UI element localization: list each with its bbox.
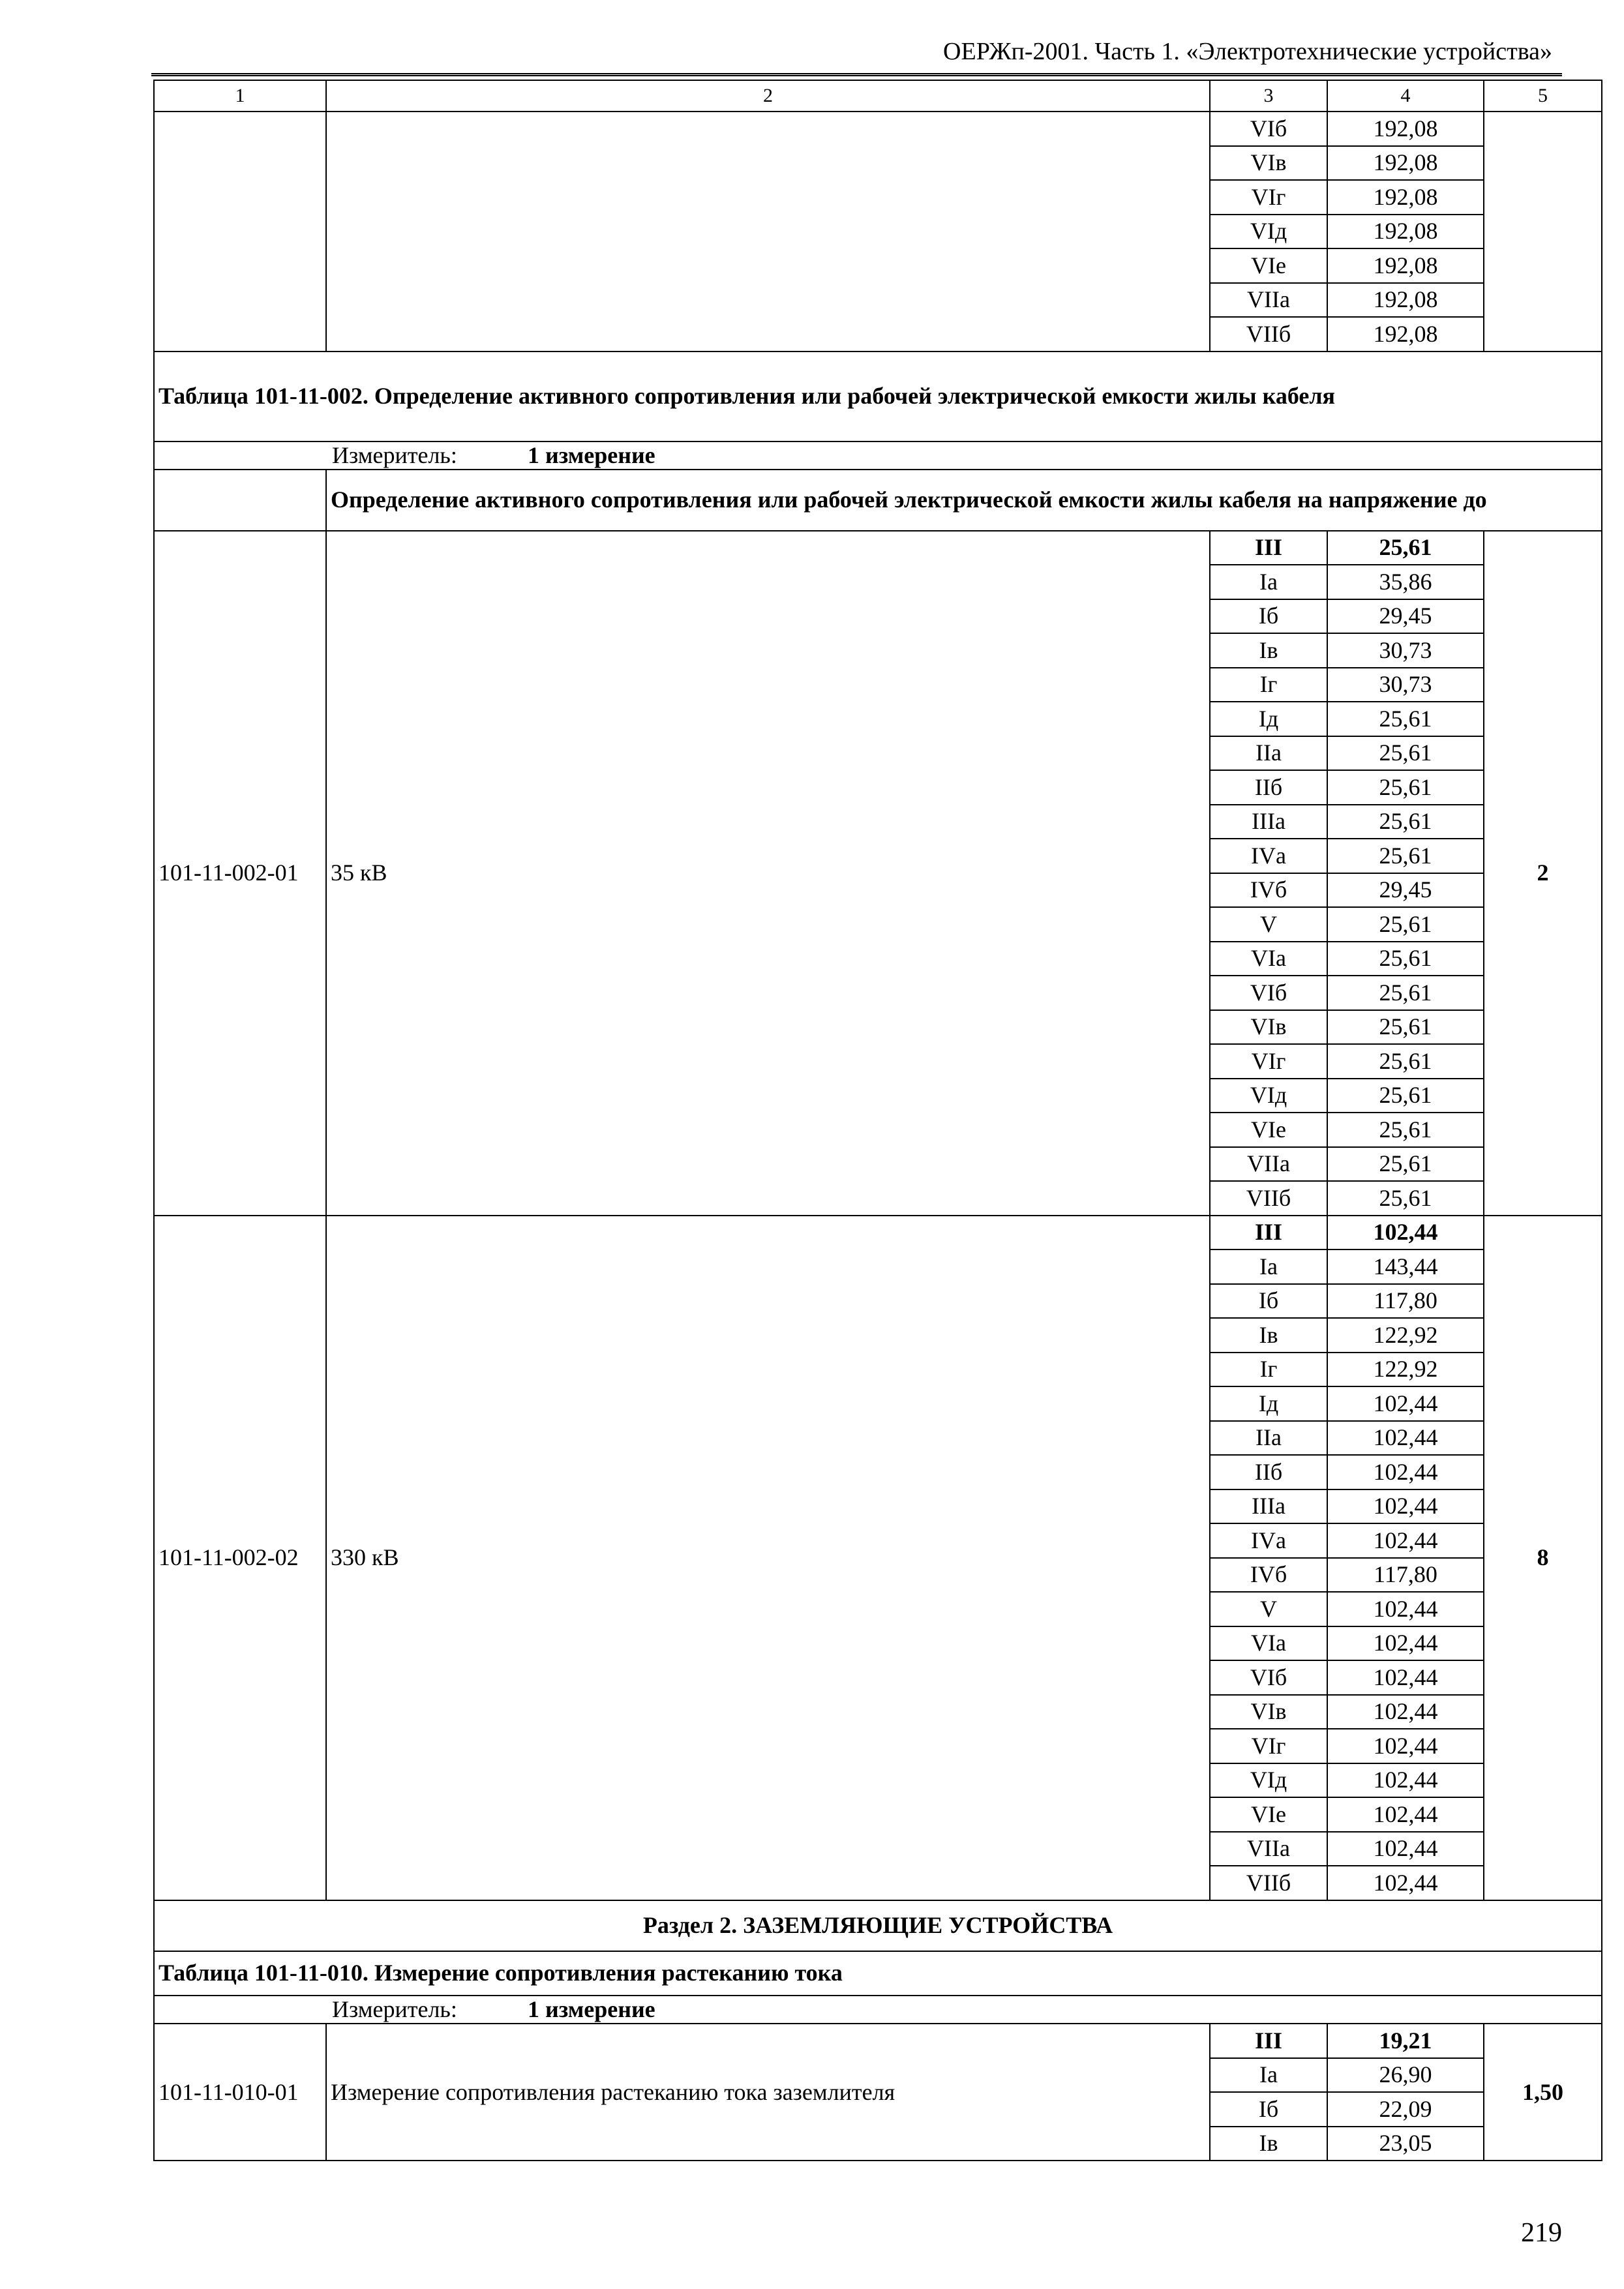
category-cell: Iв <box>1210 2127 1327 2161</box>
value-cell: 192,08 <box>1327 215 1484 249</box>
labor-cost: 8 <box>1484 1216 1602 1900</box>
description-spacer <box>154 470 326 531</box>
value-cell: 25,61 <box>1327 1010 1484 1045</box>
unit-cell <box>154 441 1602 470</box>
column-number: 2 <box>326 80 1210 112</box>
rates-table-body <box>154 80 1602 2161</box>
name-cell <box>326 112 1210 352</box>
rates-table <box>153 80 1602 2161</box>
unit-value: 1 измерение <box>528 1996 655 2022</box>
category-cell: VIа <box>1210 1626 1327 1661</box>
rate-code: 101-11-002-02 <box>154 1216 326 1900</box>
category-cell: IVа <box>1210 839 1327 873</box>
section-heading: Раздел 2. ЗАЗЕМЛЯЮЩИЕ УСТРОЙСТВА <box>154 1900 1602 1951</box>
category-cell: IIIа <box>1210 1489 1327 1524</box>
category-cell: IIб <box>1210 770 1327 805</box>
value-cell: 25,61 <box>1327 1181 1484 1216</box>
value-cell: 25,61 <box>1327 531 1484 565</box>
column-number: 4 <box>1327 80 1484 112</box>
category-cell: VIв <box>1210 146 1327 181</box>
unit-label: Измеритель: <box>332 1996 457 2022</box>
value-cell: 102,44 <box>1327 1626 1484 1661</box>
column-number-row <box>154 80 1602 112</box>
value-cell: 102,44 <box>1327 1660 1484 1695</box>
category-cell: Iб <box>1210 1284 1327 1319</box>
value-cell: 25,61 <box>1327 839 1484 873</box>
group-description: Определение активного сопротивления или рабочей электрической емкости жилы кабеля на напряжение до <box>326 470 1602 531</box>
category-cell: Iг <box>1210 668 1327 702</box>
value-cell: 122,92 <box>1327 1318 1484 1353</box>
labor-cost: 1,50 <box>1484 2024 1602 2161</box>
category-cell: Iд <box>1210 1386 1327 1421</box>
category-cell: VIе <box>1210 1797 1327 1832</box>
value-cell: 192,08 <box>1327 283 1484 318</box>
value-cell: 102,44 <box>1327 1729 1484 1763</box>
category-cell: IIIа <box>1210 805 1327 839</box>
category-cell: VIб <box>1210 1660 1327 1695</box>
category-cell: VIг <box>1210 1729 1327 1763</box>
category-cell: VIе <box>1210 248 1327 283</box>
value-cell: 25,61 <box>1327 702 1484 736</box>
value-cell: 122,92 <box>1327 1353 1484 1387</box>
category-cell: VIв <box>1210 1010 1327 1045</box>
value-cell: 102,44 <box>1327 1592 1484 1626</box>
table-title: Таблица 101-11-010. Измерение сопротивления растеканию тока <box>154 1951 1602 1996</box>
value-cell: 102,44 <box>1327 1797 1484 1832</box>
page-number: 219 <box>1521 2218 1562 2248</box>
category-cell: VIб <box>1210 976 1327 1010</box>
value-cell: 102,44 <box>1327 1763 1484 1798</box>
category-cell: VIе <box>1210 1113 1327 1147</box>
category-cell: VIд <box>1210 1079 1327 1113</box>
category-cell: VIIа <box>1210 1147 1327 1182</box>
table-row <box>154 1216 1602 1250</box>
category-cell: VIIа <box>1210 1832 1327 1866</box>
value-cell: 25,61 <box>1327 770 1484 805</box>
code-cell <box>154 112 326 352</box>
table-row <box>154 2024 1602 2058</box>
section-row <box>154 1900 1602 1951</box>
value-cell: 102,44 <box>1327 1866 1484 1900</box>
table-row <box>154 112 1602 146</box>
value-cell: 102,44 <box>1327 1455 1484 1489</box>
category-cell: VIIб <box>1210 317 1327 352</box>
value-cell: 102,44 <box>1327 1832 1484 1866</box>
value-cell: 23,05 <box>1327 2127 1484 2161</box>
value-cell: 25,61 <box>1327 1044 1484 1079</box>
category-cell: Iв <box>1210 1318 1327 1353</box>
category-cell: VIд <box>1210 215 1327 249</box>
category-cell: VIд <box>1210 1763 1327 1798</box>
value-cell: 25,61 <box>1327 907 1484 942</box>
category-cell: III <box>1210 531 1327 565</box>
value-cell: 102,44 <box>1327 1695 1484 1729</box>
table-row <box>154 531 1602 565</box>
labor-cost: 2 <box>1484 531 1602 1216</box>
value-cell: 19,21 <box>1327 2024 1484 2058</box>
value-cell: 35,86 <box>1327 565 1484 599</box>
column-number: 5 <box>1484 80 1602 112</box>
work-name: 35 кВ <box>326 531 1210 1216</box>
column-number: 1 <box>154 80 326 112</box>
category-cell: VIв <box>1210 1695 1327 1729</box>
rate-code: 101-11-002-01 <box>154 531 326 1216</box>
category-cell: Iб <box>1210 2092 1327 2127</box>
unit-row <box>154 1996 1602 2024</box>
category-cell: Iг <box>1210 1353 1327 1387</box>
category-cell: VIг <box>1210 1044 1327 1079</box>
value-cell: 25,61 <box>1327 1079 1484 1113</box>
table-title-row <box>154 1951 1602 1996</box>
table-title: Таблица 101-11-002. Определение активного сопротивления или рабочей электрической емкости жилы кабеля <box>154 352 1602 441</box>
category-cell: III <box>1210 2024 1327 2058</box>
value-cell: 102,44 <box>1327 1421 1484 1456</box>
unit-value: 1 измерение <box>528 441 655 468</box>
value-cell: 25,61 <box>1327 736 1484 771</box>
category-cell: IIа <box>1210 736 1327 771</box>
unit-cell <box>154 1996 1602 2024</box>
value-cell: 25,61 <box>1327 942 1484 976</box>
category-cell: IVб <box>1210 1558 1327 1593</box>
work-name: 330 кВ <box>326 1216 1210 1900</box>
value-cell: 22,09 <box>1327 2092 1484 2127</box>
value-cell: 102,44 <box>1327 1489 1484 1524</box>
value-cell: 102,44 <box>1327 1216 1484 1250</box>
value-cell: 102,44 <box>1327 1386 1484 1421</box>
category-cell: VIIа <box>1210 283 1327 318</box>
value-cell: 192,08 <box>1327 112 1484 146</box>
category-cell: VIб <box>1210 112 1327 146</box>
category-cell: V <box>1210 1592 1327 1626</box>
value-cell: 192,08 <box>1327 317 1484 352</box>
value-cell: 25,61 <box>1327 1147 1484 1182</box>
value-cell: 192,08 <box>1327 248 1484 283</box>
value-cell: 30,73 <box>1327 633 1484 668</box>
unit-row <box>154 441 1602 470</box>
category-cell: IVб <box>1210 873 1327 908</box>
category-cell: Iв <box>1210 633 1327 668</box>
value-cell: 143,44 <box>1327 1249 1484 1284</box>
category-cell: Iа <box>1210 1249 1327 1284</box>
value-cell: 102,44 <box>1327 1523 1484 1558</box>
category-cell: Iа <box>1210 565 1327 599</box>
header-rule <box>151 73 1562 76</box>
unit-label: Измеритель: <box>332 441 457 468</box>
col5-cell <box>1484 112 1602 352</box>
value-cell: 29,45 <box>1327 873 1484 908</box>
category-cell: V <box>1210 907 1327 942</box>
category-cell: VIг <box>1210 180 1327 215</box>
description-row <box>154 470 1602 531</box>
value-cell: 117,80 <box>1327 1558 1484 1593</box>
rate-code: 101-11-010-01 <box>154 2024 326 2161</box>
category-cell: VIIб <box>1210 1181 1327 1216</box>
value-cell: 192,08 <box>1327 180 1484 215</box>
value-cell: 117,80 <box>1327 1284 1484 1319</box>
category-cell: Iб <box>1210 599 1327 634</box>
value-cell: 30,73 <box>1327 668 1484 702</box>
value-cell: 26,90 <box>1327 2058 1484 2093</box>
category-cell: IIб <box>1210 1455 1327 1489</box>
value-cell: 192,08 <box>1327 146 1484 181</box>
running-header: ОЕРЖп-2001. Часть 1. «Электротехнические устройства» <box>943 38 1552 65</box>
value-cell: 25,61 <box>1327 976 1484 1010</box>
value-cell: 29,45 <box>1327 599 1484 634</box>
table-title-row <box>154 352 1602 441</box>
category-cell: VIIб <box>1210 1866 1327 1900</box>
category-cell: IVа <box>1210 1523 1327 1558</box>
category-cell: III <box>1210 1216 1327 1250</box>
value-cell: 25,61 <box>1327 805 1484 839</box>
category-cell: IIа <box>1210 1421 1327 1456</box>
category-cell: VIа <box>1210 942 1327 976</box>
work-name: Измерение сопротивления растеканию тока заземлителя <box>326 2024 1210 2161</box>
value-cell: 25,61 <box>1327 1113 1484 1147</box>
category-cell: Iа <box>1210 2058 1327 2093</box>
category-cell: Iд <box>1210 702 1327 736</box>
column-number: 3 <box>1210 80 1327 112</box>
